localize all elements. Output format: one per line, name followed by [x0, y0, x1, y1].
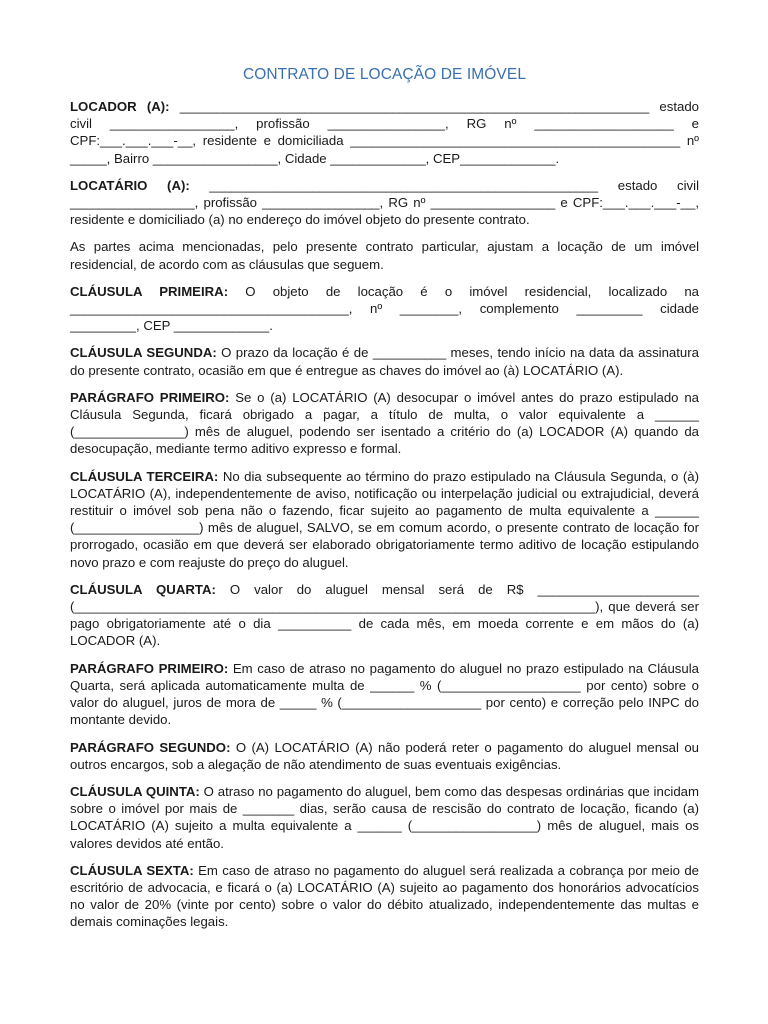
- paragraph-lead: PARÁGRAFO SEGUNDO:: [70, 739, 231, 755]
- paragraph-lead: LOCADOR (A):: [70, 99, 170, 114]
- paragraph-text: Em caso de atraso no pagamento do aluguel no prazo estipulado na Cláusula Quarta, será aplicada automaticamente multa de ______ % (___________________ por cento) sobre o valor do aluguel, juros de mora de _____ % (___________________ por cento) e correção pelo INPC do montante devido.: [70, 660, 699, 728]
- paragraph-lead: LOCATÁRIO (A):: [70, 177, 190, 193]
- paragraph-lead: CLÁUSULA SEXTA:: [70, 862, 194, 878]
- paragraph-lead: CLÁUSULA PRIMEIRA:: [70, 283, 229, 299]
- paragraph-text: As partes acima mencionadas, pelo presente contrato particular, ajustam a locação de um imóvel residencial, de acordo com as cláusulas que seguem.: [70, 239, 699, 272]
- paragraph-locatario: [70, 177, 699, 229]
- paragraph-clausula-segunda: [70, 344, 699, 378]
- paragraph-text: O valor do aluguel mensal será de R$ ______________________ (_______________________________________________________________________), que deverá ser pago obrigatoriamente até o dia __________ de cada mês, em moeda corrente e em mãos do (a) LOCADOR (A).: [70, 581, 699, 649]
- paragraph-paragrafo-segundo: [70, 739, 699, 773]
- paragraph-clausula-quarta: [70, 581, 699, 650]
- paragraph-locador: [70, 98, 699, 167]
- paragraph-clausula-terceira: [70, 468, 699, 571]
- paragraph-text: O (A) LOCATÁRIO (A) não poderá reter o pagamento do aluguel mensal ou outros encargos, sob a alegação de não atendimento de suas eventuais exigências.: [70, 739, 699, 772]
- paragraph-lead: PARÁGRAFO PRIMEIRO:: [70, 389, 230, 405]
- paragraph-text: ________________________________________________________________ estado civil _________________, profissão ________________, RG nº ___________________ e CPF:___.___.___-__, residente e domiciliada _____________________________________________ nº _____, Bairro _________________, Cidade _____________, CEP_____________.: [70, 99, 699, 166]
- paragraph-lead: CLÁUSULA SEGUNDA:: [70, 345, 217, 361]
- paragraph-paragrafo-primeiro-a: [70, 389, 699, 458]
- paragraph-text: Se o (a) LOCATÁRIO (A) desocupar o imóvel antes do prazo estipulado na Cláusula Segunda, ficará obrigado a pagar, a título de multa, o valor equivalente a ______ (_______________) mês de aluguel, podendo ser isentado a critério do (a) LOCADOR (A) quando da desocupação, mediante termo aditivo expresso e formal.: [70, 389, 699, 457]
- paragraph-paragrafo-primeiro-b: [70, 660, 699, 729]
- paragraph-lead: CLÁUSULA TERCEIRA:: [70, 468, 219, 484]
- paragraph-clausula-quinta: [70, 783, 699, 852]
- paragraph-clausula-primeira: [70, 283, 699, 335]
- paragraph-text: _____________________________________________________ estado civil _________________, profissão ________________, RG nº _________________ e CPF:___.___.___-__, residente e domiciliado (a) no endereço do imóvel objeto do presente contrato.: [70, 177, 699, 228]
- paragraph-lead: CLÁUSULA QUARTA:: [70, 581, 216, 597]
- paragraph-lead: PARÁGRAFO PRIMEIRO:: [70, 660, 229, 676]
- paragraph-text: Em caso de atraso no pagamento do aluguel será realizada a cobrança por meio de escritório de advocacia, e ficará o (a) LOCATÁRIO (A) sujeito ao pagamento dos honorários advocatícios no valor de 20% (vinte por cento) sobre o valor do débito atualizado, independentemente das multas e demais cominações legais.: [70, 862, 700, 930]
- paragraph-text: O objeto de locação é o imóvel residencial, localizado na ______________________________________, nº ________, complemento _________ cidade _________, CEP _____________.: [70, 283, 699, 334]
- paragraph-text: O atraso no pagamento do aluguel, bem como das despesas ordinárias que incidam sobre o imóvel por mais de _______ dias, serão causa de rescisão do contrato de locação, ficando (a) LOCATÁRIO (A) sujeito a multa equivalente a ______ (_________________) mês de aluguel, mais os valores devidos até então.: [70, 783, 699, 851]
- paragraph-text: O prazo da locação é de __________ meses, tendo início na data da assinatura do presente contrato, ocasião em que é entregue as chaves do imóvel ao (à) LOCATÁRIO (A).: [70, 345, 699, 378]
- paragraph-text: No dia subsequente ao término do prazo estipulado na Cláusula Segunda, o (à) LOCATÁRIO (A), independentemente de aviso, notificação ou interpelação judicial ou extrajudicial, deverá restituir o imóvel sob pena não o fazendo, ficar sujeito ao pagamento de multa equivalente a ______ (_________________) mês de aluguel, SALVO, se em comum acordo, o presente contrato de locação for prorrogado, ocasião em que deverá ser elaborado obrigatoriamente termo aditivo de locação estipulando novo prazo e com reajuste do preço do aluguel.: [70, 468, 699, 570]
- document-title: CONTRATO DE LOCAÇÃO DE IMÓVEL: [242, 66, 527, 83]
- paragraph-intro: [70, 238, 699, 272]
- paragraph-lead: CLÁUSULA QUINTA:: [70, 783, 200, 799]
- paragraph-clausula-sexta: [70, 862, 699, 931]
